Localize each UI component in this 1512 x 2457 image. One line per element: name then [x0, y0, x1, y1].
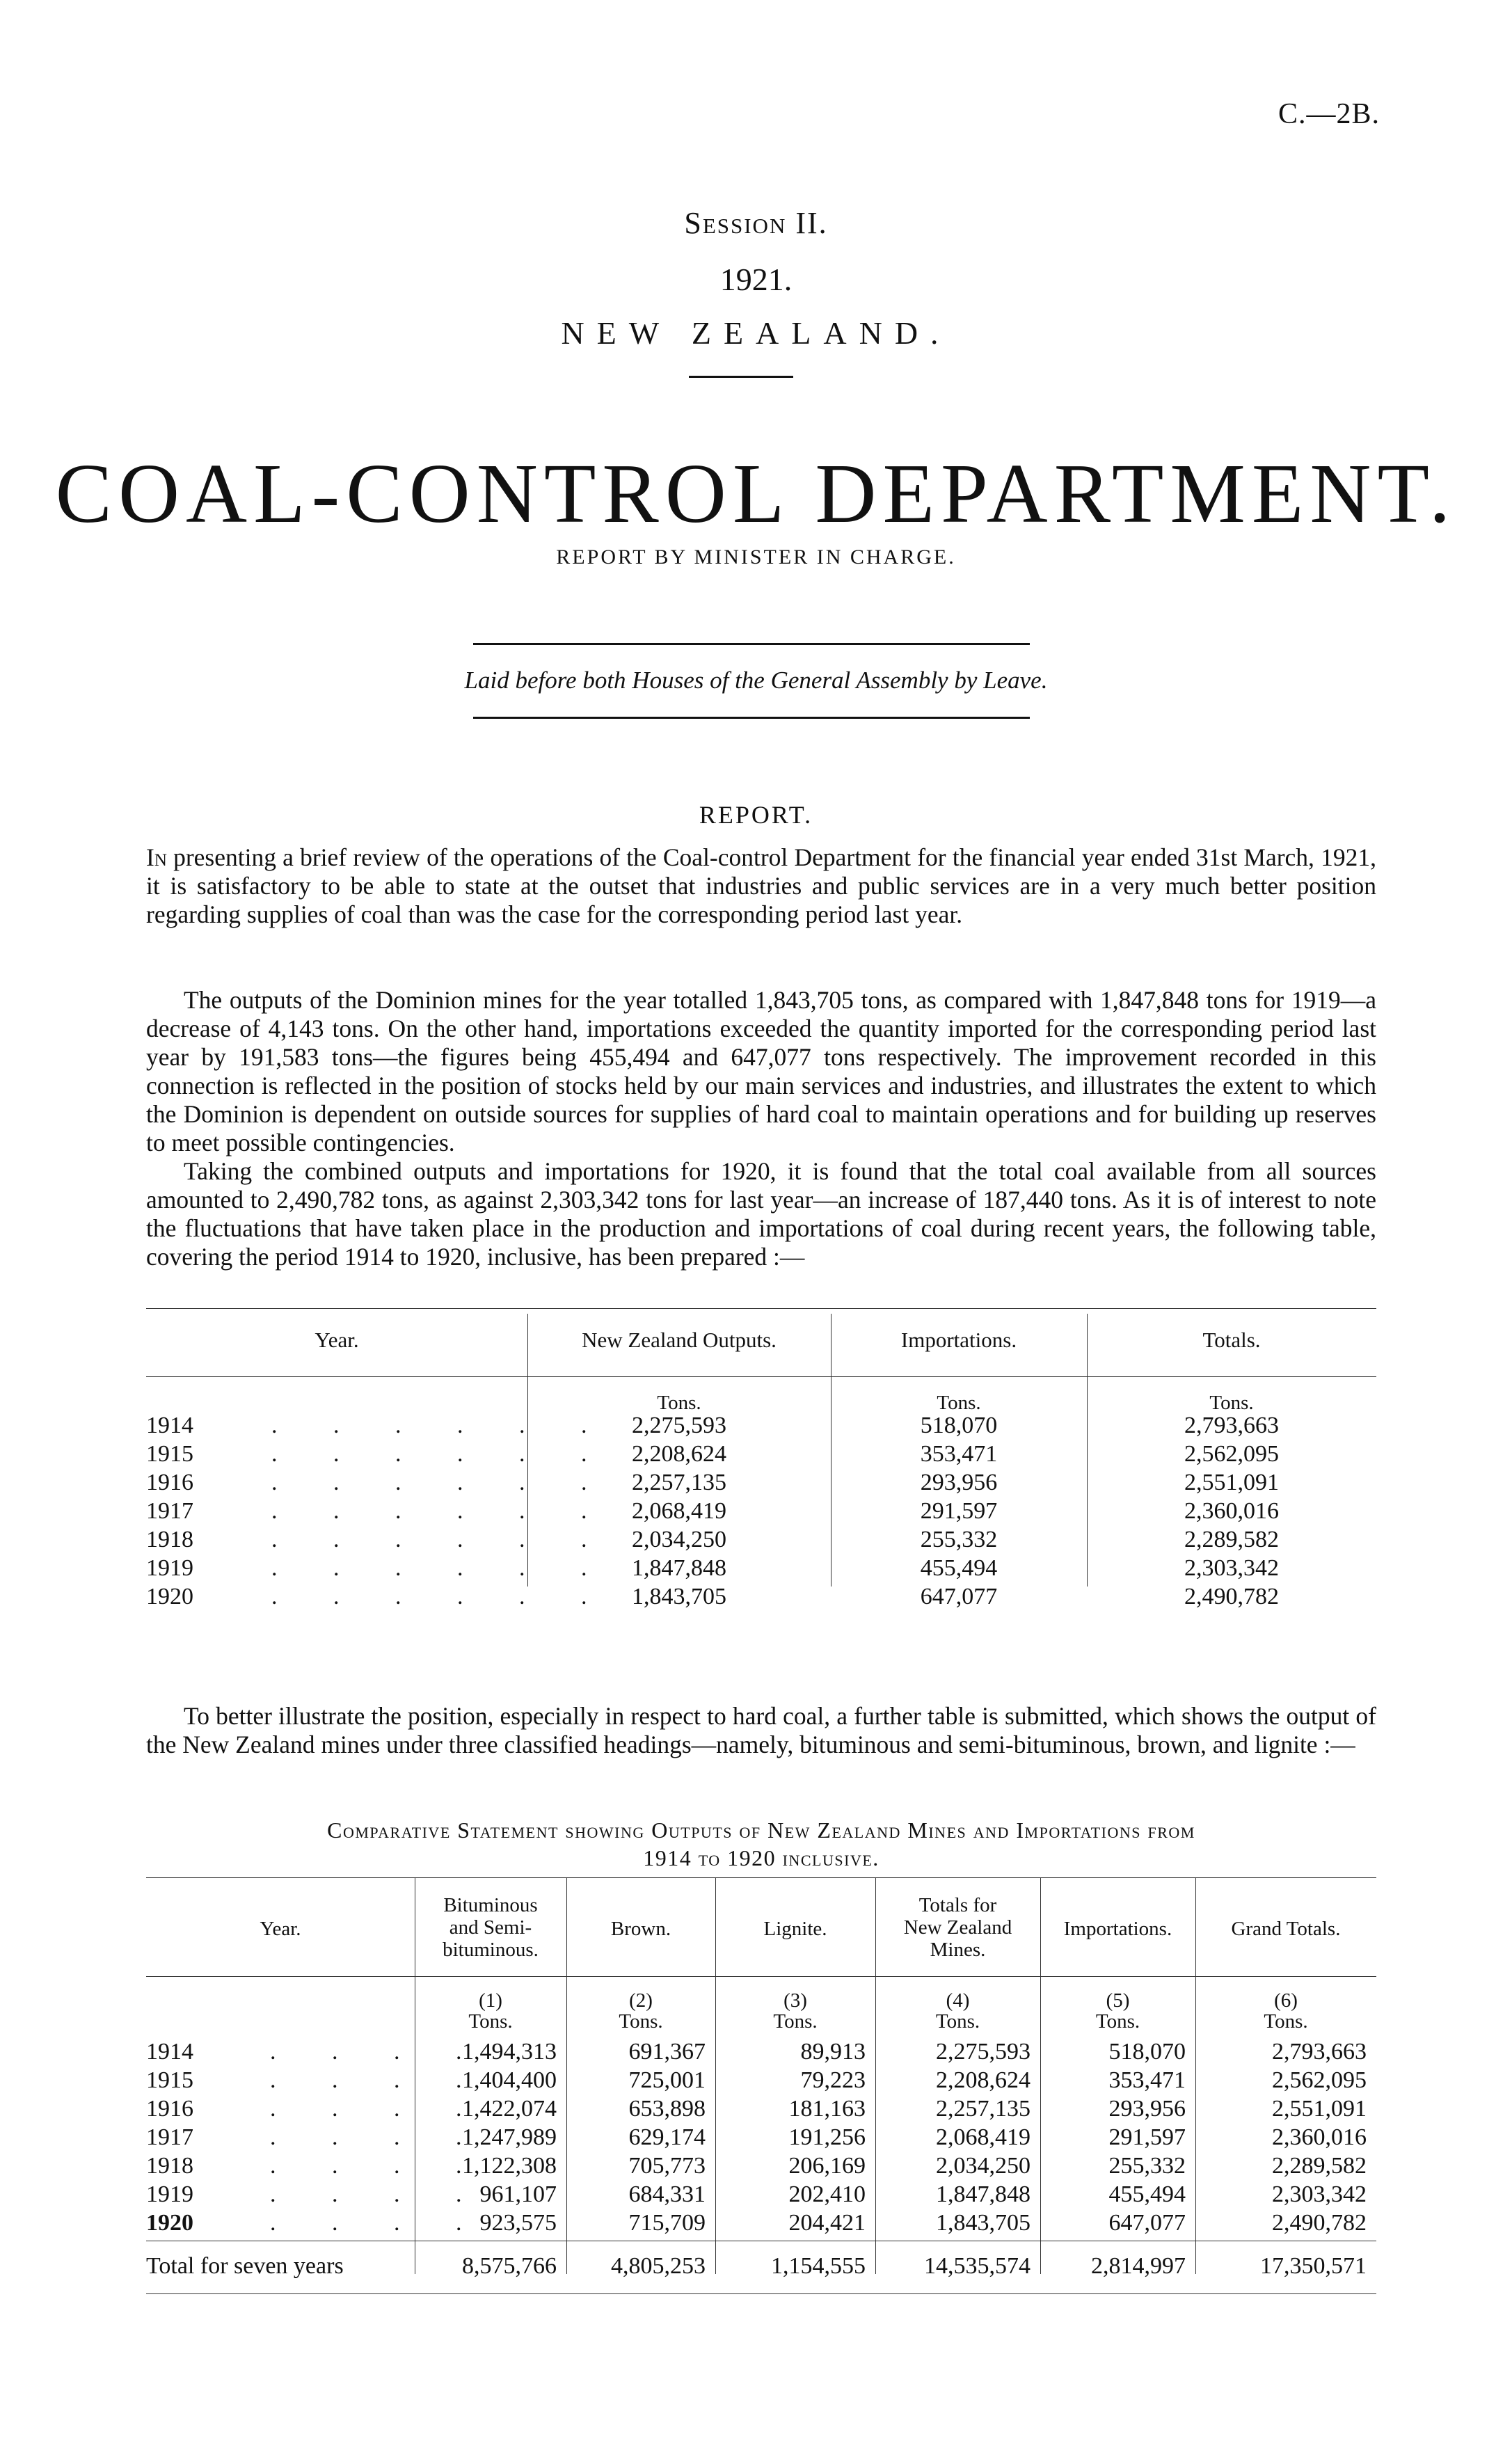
cell-total: 2,793,663: [1184, 1413, 1279, 1438]
row-leader-dots: . . . . . .: [271, 1441, 612, 1467]
column-subheader: [1195, 1990, 1376, 2032]
cell-bituminous: 8,575,766: [462, 2253, 557, 2279]
cell-brown: 715,709: [628, 2210, 706, 2236]
row-year: 1920: [146, 1584, 193, 1609]
row-leader-dots: . . . .: [270, 2181, 487, 2207]
table-rule: [146, 2293, 1376, 2294]
country-heading: NEW ZEALAND.: [561, 315, 951, 351]
cell-bituminous: 923,575: [479, 2210, 557, 2236]
row-year: 1917: [146, 1498, 193, 1524]
cell-importations: 647,077: [920, 1584, 998, 1609]
row-year: 1917: [146, 2124, 193, 2150]
column-subheader: [715, 1990, 875, 2032]
cell-lignite: 204,421: [788, 2210, 866, 2236]
laid-note: Laid before both Houses of the General Assembly by Leave.: [464, 667, 1048, 694]
cell-nz-output: 2,208,624: [632, 1441, 726, 1467]
row-leader-dots: . . . .: [270, 2039, 487, 2065]
cell-bituminous: 961,107: [479, 2181, 557, 2207]
row-leader-dots: . . . . . .: [271, 1470, 612, 1495]
header-bituminous-line: Bituminous: [443, 1894, 538, 1916]
paragraph-4-text: To better illustrate the position, especially in respect to hard coal, a further table is submitted, which shows the output of the New Zealand mines under three classified headings—namely, bituminous and semi-bituminous, brown, and lignite :—: [146, 1702, 1376, 1758]
cell-importations: 647,077: [1108, 2210, 1186, 2236]
divider-bottom: [473, 717, 1030, 719]
cell-nz-total: 2,034,250: [936, 2153, 1030, 2179]
table-row: [146, 1527, 1376, 1556]
row-year: 1918: [146, 1527, 193, 1552]
paragraph-3-text: Taking the combined outputs and importations for 1920, it is found that the total coal available from all sources amounted to 2,490,782 tons, as against 2,303,342 tons for last year—an increase of 187,440 tons. As it is of interest to note the fluctuations that have taken place in the production and importations of coal during recent years, the following table, covering the period 1914 to 1920, inclusive, has been prepared :—: [146, 1157, 1376, 1271]
paragraph-1-lead: In: [146, 843, 167, 871]
cell-total: 2,551,091: [1184, 1470, 1279, 1495]
header-nz-totals: [875, 1894, 1040, 1961]
cell-nz-output: 2,034,250: [632, 1527, 726, 1552]
cell-nz-output: 1,847,848: [632, 1555, 726, 1581]
row-year: 1919: [146, 2181, 193, 2207]
table-header-rule: [146, 1976, 1376, 1977]
table-row: [146, 2153, 1376, 2182]
cell-nz-output: 1,843,705: [632, 1584, 726, 1609]
divider-top: [473, 643, 1030, 645]
cell-total: 2,562,095: [1184, 1441, 1279, 1467]
header-importations: Importations.: [1063, 1918, 1172, 1940]
header-totals: Totals.: [1202, 1328, 1261, 1352]
cell-importations: 353,471: [920, 1441, 998, 1467]
table-row: [146, 1441, 1376, 1470]
header-bituminous: [415, 1894, 566, 1961]
unit-label: Tons.: [1209, 1392, 1254, 1414]
table-row: [146, 2096, 1376, 2125]
cell-importations: 518,070: [1108, 2039, 1186, 2065]
column-subheader: [875, 1990, 1040, 2032]
cell-nz-total: 2,257,135: [936, 2096, 1030, 2122]
table-row: [146, 2039, 1376, 2068]
header-nz-totals-line: Totals for: [918, 1894, 997, 1916]
table-header-rule: [146, 1376, 1376, 1377]
cell-importations: 291,597: [1108, 2124, 1186, 2150]
column-number: (5): [1106, 1989, 1130, 2012]
row-leader-dots: . . . . . .: [271, 1555, 612, 1581]
paragraph-2-text: The outputs of the Dominion mines for the year totalled 1,843,705 tons, as compared with 1,847,848 tons for 1919—a decrease of 4,143 tons. On the other hand, importations exceeded the quantity imported for the corresponding period last year by 191,583 tons—the figures being 455,494 and 647,077 tons respectively. The improvement recorded in this connection is reflected in the position of stocks held by our main services and industries, and illustrates the extent to which the Dominion is dependent on outside sources for supplies of hard coal to maintain operations and for building up reserves to meet possible contingencies.: [146, 986, 1376, 1156]
row-year: 1914: [146, 1413, 193, 1438]
table-row: [146, 1413, 1376, 1442]
cell-grand-total: 2,490,782: [1272, 2210, 1367, 2236]
table-caption: [146, 1816, 1376, 1872]
column-number: (3): [783, 1989, 807, 2012]
unit-label: Tons.: [1264, 2010, 1308, 2033]
table-row: [146, 1470, 1376, 1499]
table-rule: [146, 1877, 1376, 1878]
cell-lignite: 191,256: [788, 2124, 866, 2150]
cell-brown: 629,174: [628, 2124, 706, 2150]
cell-importations: 455,494: [920, 1555, 998, 1581]
cell-grand-total: 2,303,342: [1272, 2181, 1367, 2207]
row-leader-dots: . . . .: [270, 2067, 487, 2093]
cell-total: 2,289,582: [1184, 1527, 1279, 1552]
column-subheader: [566, 1990, 715, 2032]
unit-label: Tons.: [657, 1392, 701, 1414]
cell-nz-total: 14,535,574: [924, 2253, 1030, 2279]
short-divider: [689, 376, 793, 378]
cell-nz-output: 2,068,419: [632, 1498, 726, 1524]
paragraph-1-text: presenting a brief review of the operations of the Coal-control Department for the financial year ended 31st March, 1921, it is satisfactory to be able to state at the outset that industries and public services are in a very much better position regarding supplies of coal than was the case for the corresponding period last year.: [146, 843, 1376, 928]
cell-importations: 293,956: [1108, 2096, 1186, 2122]
cell-grand-total: 2,793,663: [1272, 2039, 1367, 2065]
paragraph-3: [146, 1157, 1376, 1271]
header-grand-totals: Grand Totals.: [1231, 1918, 1341, 1940]
row-year: 1920: [146, 2210, 193, 2236]
unit-label: Tons.: [773, 2010, 818, 2033]
cell-bituminous: 1,422,074: [462, 2096, 557, 2122]
document-reference: C.—2B.: [1278, 98, 1380, 130]
table-rule: [146, 1308, 1376, 1309]
row-year: 1916: [146, 1470, 193, 1495]
cell-grand-total: 2,562,095: [1272, 2067, 1367, 2093]
total-row: [146, 2253, 1376, 2282]
paragraph-2: [146, 986, 1376, 1157]
cell-bituminous: 1,247,989: [462, 2124, 557, 2150]
report-heading: REPORT.: [699, 801, 813, 829]
header-importations: Importations.: [900, 1328, 1017, 1352]
table-row: [146, 2067, 1376, 2097]
cell-brown: 653,898: [628, 2096, 706, 2122]
unit-label: Tons.: [935, 2010, 980, 2033]
column-number: (2): [629, 1989, 653, 2012]
paragraph-1: [146, 843, 1376, 929]
cell-total: 2,303,342: [1184, 1555, 1279, 1581]
unit-label: Tons.: [468, 2010, 513, 2033]
cell-grand-total: 2,360,016: [1272, 2124, 1367, 2150]
cell-grand-total: 17,350,571: [1260, 2253, 1367, 2279]
column-number: (1): [479, 1989, 502, 2012]
cell-brown: 691,367: [628, 2039, 706, 2065]
session-label: Session II.: [684, 206, 828, 240]
unit-label: Tons.: [937, 1392, 981, 1414]
row-year: 1915: [146, 1441, 193, 1467]
cell-nz-output: 2,257,135: [632, 1470, 726, 1495]
column-subheader: [1040, 1990, 1195, 2032]
cell-nz-total: 2,208,624: [936, 2067, 1030, 2093]
row-leader-dots: . . . . . .: [271, 1584, 612, 1609]
table-row: [146, 2210, 1376, 2239]
page-subtitle: REPORT BY MINISTER IN CHARGE.: [556, 546, 956, 568]
cell-nz-total: 1,847,848: [936, 2181, 1030, 2207]
cell-bituminous: 1,404,400: [462, 2067, 557, 2093]
cell-total: 2,490,782: [1184, 1584, 1279, 1609]
header-year: Year.: [260, 1918, 301, 1940]
cell-total: 2,360,016: [1184, 1498, 1279, 1524]
table-row: [146, 1498, 1376, 1527]
row-year: 1918: [146, 2153, 193, 2179]
cell-importations: 293,956: [920, 1470, 998, 1495]
header-bituminous-line: bituminous.: [443, 1939, 539, 1961]
paragraph-4: [146, 1702, 1376, 1759]
cell-importations: 455,494: [1108, 2181, 1186, 2207]
header-brown: Brown.: [610, 1918, 671, 1940]
table-row: [146, 1555, 1376, 1584]
header-year: Year.: [315, 1328, 359, 1352]
table-row: [146, 2124, 1376, 2154]
row-leader-dots: . . . .: [270, 2124, 487, 2150]
row-leader-dots: . . . . . .: [271, 1413, 612, 1438]
cell-nz-total: 2,275,593: [936, 2039, 1030, 2065]
header-nz-totals-line: Mines.: [930, 1939, 986, 1961]
session-year: 1921.: [719, 262, 793, 297]
cell-importations: 255,332: [1108, 2153, 1186, 2179]
cell-bituminous: 1,122,308: [462, 2153, 557, 2179]
header-bituminous-line: and Semi-: [449, 1916, 532, 1939]
header-lignite: Lignite.: [763, 1918, 827, 1940]
page-title: COAL-CONTROL DEPARTMENT.: [55, 447, 1457, 541]
cell-importations: 353,471: [1108, 2067, 1186, 2093]
cell-grand-total: 2,551,091: [1272, 2096, 1367, 2122]
column-number: (4): [946, 1989, 970, 2012]
row-year: 1915: [146, 2067, 193, 2093]
cell-bituminous: 1,494,313: [462, 2039, 557, 2065]
row-leader-dots: . . . .: [270, 2153, 487, 2179]
total-label: Total for seven years: [146, 2253, 344, 2279]
caption-line-1: Comparative Statement showing Outputs of New Zealand Mines and Importations from: [327, 1818, 1195, 1843]
header-nz-outputs: New Zealand Outputs.: [582, 1328, 777, 1352]
cell-lignite: 181,163: [788, 2096, 866, 2122]
cell-lignite: 206,169: [788, 2153, 866, 2179]
cell-lignite: 1,154,555: [771, 2253, 866, 2279]
table-row: [146, 1584, 1376, 1613]
cell-brown: 705,773: [628, 2153, 706, 2179]
header-nz-totals-line: New Zealand: [903, 1916, 1012, 1939]
cell-lignite: 202,410: [788, 2181, 866, 2207]
row-leader-dots: . . . . . .: [271, 1527, 612, 1552]
unit-label: Tons.: [619, 2010, 663, 2033]
cell-importations: 2,814,997: [1091, 2253, 1186, 2279]
cell-brown: 684,331: [628, 2181, 706, 2207]
cell-nz-total: 1,843,705: [936, 2210, 1030, 2236]
caption-line-2: 1914 to 1920 inclusive.: [643, 1845, 880, 1870]
row-leader-dots: . . . . . .: [271, 1498, 612, 1524]
cell-lignite: 89,913: [800, 2039, 866, 2065]
row-year: 1916: [146, 2096, 193, 2122]
column-subheader: [415, 1990, 566, 2032]
cell-importations: 518,070: [920, 1413, 998, 1438]
unit-label: Tons.: [1095, 2010, 1140, 2033]
column-number: (6): [1274, 1989, 1298, 2012]
cell-brown: 725,001: [628, 2067, 706, 2093]
cell-brown: 4,805,253: [611, 2253, 706, 2279]
cell-importations: 291,597: [920, 1498, 998, 1524]
row-leader-dots: . . . .: [270, 2210, 487, 2236]
cell-importations: 255,332: [920, 1527, 998, 1552]
table-row: [146, 2181, 1376, 2211]
cell-nz-total: 2,068,419: [936, 2124, 1030, 2150]
cell-grand-total: 2,289,582: [1272, 2153, 1367, 2179]
cell-lignite: 79,223: [800, 2067, 866, 2093]
cell-nz-output: 2,275,593: [632, 1413, 726, 1438]
row-year: 1914: [146, 2039, 193, 2065]
row-leader-dots: . . . .: [270, 2096, 487, 2122]
row-year: 1919: [146, 1555, 193, 1581]
